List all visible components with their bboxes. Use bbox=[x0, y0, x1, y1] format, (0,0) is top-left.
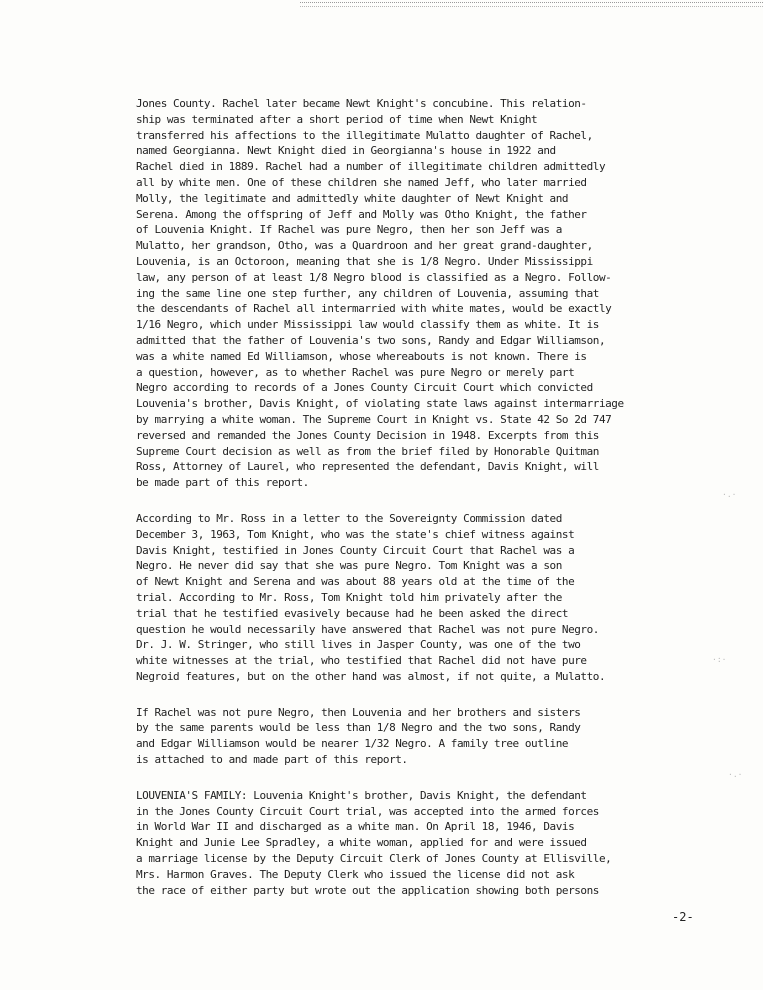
text-line: by the same parents would be less than 1/8 Negro and the two sons, Randy bbox=[136, 721, 581, 735]
text-line: Louvenia, is an Octoroon, meaning that she is 1/8 Negro. Under Mississippi bbox=[136, 254, 593, 268]
text-line: 1/16 Negro, which under Mississippi law would classify them as white. It is bbox=[136, 318, 599, 332]
text-line: December 3, 1963, Tom Knight, who was the state's chief witness against bbox=[136, 527, 575, 541]
text-line: trial. According to Mr. Ross, Tom Knight told him privately after the bbox=[136, 590, 562, 604]
text-line: Serena. Among the offspring of Jeff and Molly was Otho Knight, the father bbox=[136, 207, 587, 221]
text-line: Louvenia's brother, Davis Knight, of violating state laws against intermarriage bbox=[136, 397, 624, 411]
text-line: the race of either party but wrote out the application showing both persons bbox=[136, 883, 599, 897]
text-line: question he would necessarily have answered that Rachel was not pure Negro. bbox=[136, 622, 599, 636]
scan-speck: ·.· bbox=[722, 490, 737, 499]
text-line: Ross, Attorney of Laurel, who represented the defendant, Davis Knight, will bbox=[136, 460, 599, 474]
text-line: Dr. J. W. Stringer, who still lives in Jasper County, was one of the two bbox=[136, 638, 581, 652]
text-line: a question, however, as to whether Rachel was pure Negro or merely part bbox=[136, 365, 575, 379]
text-line: ing the same line one step further, any children of Louvenia, assuming that bbox=[136, 286, 599, 300]
typed-document-page bbox=[136, 96, 736, 918]
top-edge-rule bbox=[300, 2, 763, 7]
text-line: by marrying a white woman. The Supreme Court in Knight vs. State 42 So 2d 747 bbox=[136, 412, 612, 426]
text-line: in the Jones County Circuit Court trial, was accepted into the armed forces bbox=[136, 804, 599, 818]
text-line: Mrs. Harmon Graves. The Deputy Clerk who issued the license did not ask bbox=[136, 867, 575, 881]
text-line: in World War II and discharged as a white man. On April 18, 1946, Davis bbox=[136, 820, 575, 834]
paragraph-3 bbox=[136, 705, 736, 768]
text-line: is attached to and made part of this report. bbox=[136, 753, 408, 767]
text-line: trial that he testified evasively because had he been asked the direct bbox=[136, 606, 569, 620]
text-line: was a white named Ed Williamson, whose whereabouts is not known. There is bbox=[136, 349, 587, 363]
text-line: ship was terminated after a short period of time when Newt Knight bbox=[136, 112, 538, 126]
scan-speck: ·.· bbox=[728, 770, 743, 779]
text-line: If Rachel was not pure Negro, then Louvenia and her brothers and sisters bbox=[136, 705, 581, 719]
paragraph-1 bbox=[136, 96, 736, 491]
text-line: the descendants of Rachel all intermarried with white mates, would be exactly bbox=[136, 302, 612, 316]
page-number: -2- bbox=[672, 910, 694, 924]
paragraph-4 bbox=[136, 788, 736, 899]
scan-speck: ·:· bbox=[712, 655, 727, 664]
text-line: named Georgianna. Newt Knight died in Georgianna's house in 1922 and bbox=[136, 144, 556, 158]
text-line: law, any person of at least 1/8 Negro blood is classified as a Negro. Follow- bbox=[136, 270, 612, 284]
paragraph-2 bbox=[136, 511, 736, 685]
text-line: white witnesses at the trial, who testified that Rachel did not have pure bbox=[136, 654, 587, 668]
text-line: LOUVENIA'S FAMILY: Louvenia Knight's brother, Davis Knight, the defendant bbox=[136, 788, 587, 802]
text-line: and Edgar Williamson would be nearer 1/32 Negro. A family tree outline bbox=[136, 737, 569, 751]
text-line: be made part of this report. bbox=[136, 476, 309, 490]
text-line: Mulatto, her grandson, Otho, was a Quardroon and her great grand-daughter, bbox=[136, 239, 593, 253]
text-line: all by white men. One of these children she named Jeff, who later married bbox=[136, 175, 587, 189]
text-line: a marriage license by the Deputy Circuit Clerk of Jones County at Ellisville, bbox=[136, 852, 612, 866]
text-line: reversed and remanded the Jones County Decision in 1948. Excerpts from this bbox=[136, 428, 599, 442]
text-line: admitted that the father of Louvenia's two sons, Randy and Edgar Williamson, bbox=[136, 333, 606, 347]
text-line: Supreme Court decision as well as from the brief filed by Honorable Quitman bbox=[136, 444, 599, 458]
text-line: Negroid features, but on the other hand was almost, if not quite, a Mulatto. bbox=[136, 669, 606, 683]
text-line: Negro according to records of a Jones County Circuit Court which convicted bbox=[136, 381, 593, 395]
text-line: Molly, the legitimate and admittedly white daughter of Newt Knight and bbox=[136, 191, 569, 205]
text-line: According to Mr. Ross in a letter to the Sovereignty Commission dated bbox=[136, 511, 562, 525]
text-line: Knight and Junie Lee Spradley, a white woman, applied for and were issued bbox=[136, 836, 587, 850]
text-line: of Louvenia Knight. If Rachel was pure Negro, then her son Jeff was a bbox=[136, 223, 562, 237]
text-line: Negro. He never did say that she was pure Negro. Tom Knight was a son bbox=[136, 559, 562, 573]
text-line: transferred his affections to the illegitimate Mulatto daughter of Rachel, bbox=[136, 128, 593, 142]
text-line: Rachel died in 1889. Rachel had a number of illegitimate children admittedly bbox=[136, 160, 606, 174]
text-line: Jones County. Rachel later became Newt Knight's concubine. This relation- bbox=[136, 97, 587, 110]
text-line: of Newt Knight and Serena and was about 88 years old at the time of the bbox=[136, 575, 575, 589]
text-line: Davis Knight, testified in Jones County Circuit Court that Rachel was a bbox=[136, 543, 575, 557]
